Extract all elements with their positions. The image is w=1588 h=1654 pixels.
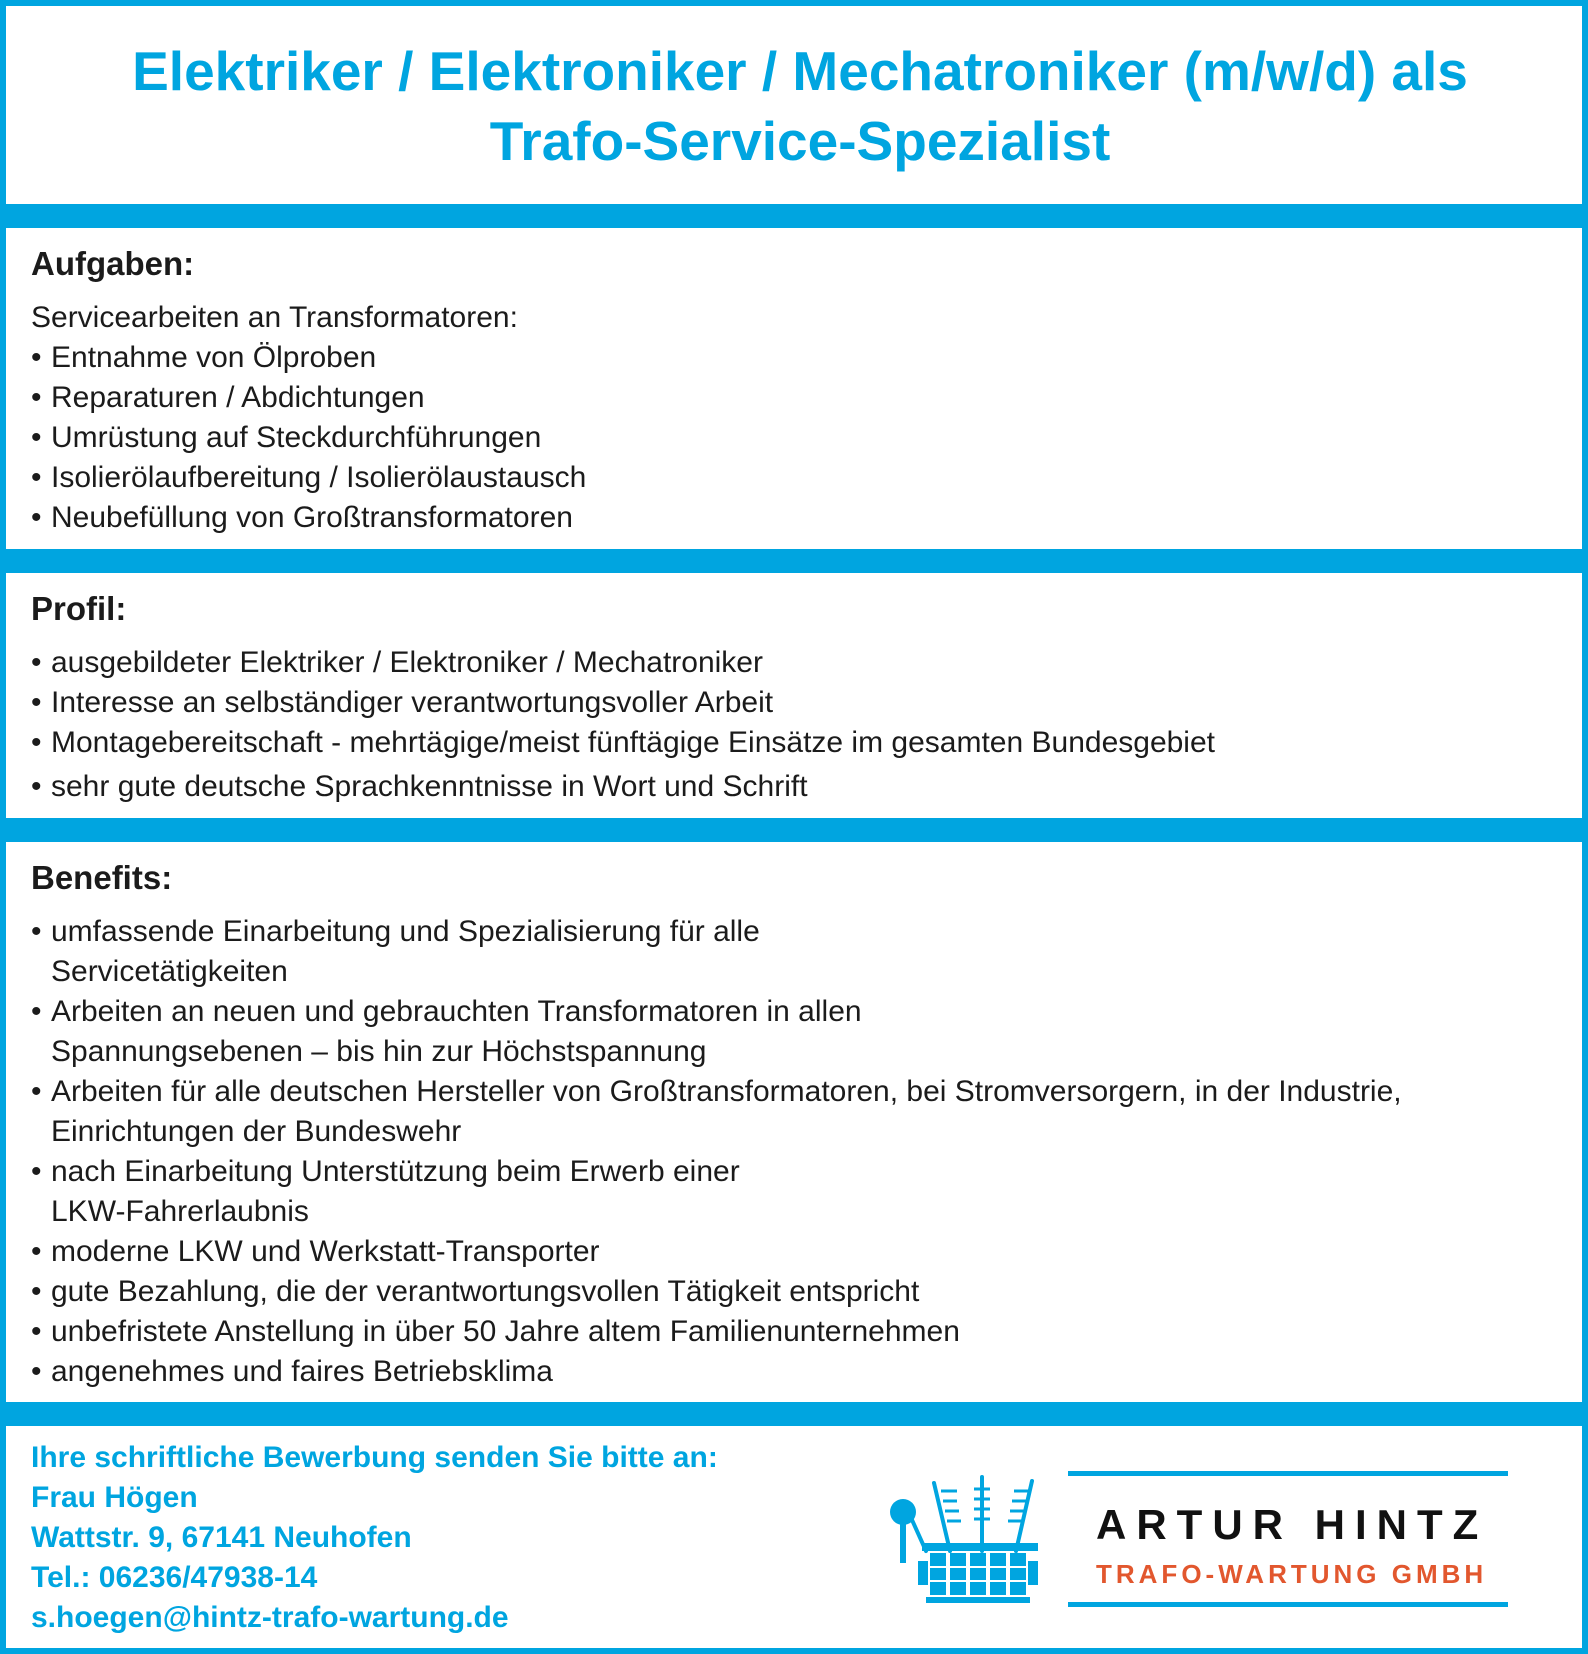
divider-band xyxy=(6,204,1588,228)
list-item: • Neubefüllung von Großtransformatoren xyxy=(31,498,1571,538)
list-item xyxy=(31,1352,1571,1392)
aufgaben-section xyxy=(31,244,1571,538)
contact-block xyxy=(31,1438,718,1638)
list-item-line: • umfassende Einarbeitung und Spezialisierung für alle xyxy=(51,915,760,948)
list-item: • Entnahme von Ölproben xyxy=(31,338,1571,378)
list-item-line: • unbefristete Anstellung in über 50 Jahre altem Familienunternehmen xyxy=(51,1315,960,1348)
list-item: • Interesse an selbständiger verantwortungsvoller Arbeit xyxy=(31,683,1571,723)
divider-band xyxy=(6,549,1588,573)
aufgaben-intro: Servicearbeiten an Transformatoren: xyxy=(31,301,518,334)
job-title-line-2: Trafo-Service-Spezialist xyxy=(489,110,1111,172)
profil-list xyxy=(31,643,1571,807)
list-item: • Umrüstung auf Steckdurchführungen xyxy=(31,418,1571,458)
list-item xyxy=(31,912,1571,992)
list-item-line: Servicetätigkeiten xyxy=(51,955,288,988)
list-item-line: • nach Einarbeitung Unterstützung beim Erwerb einer xyxy=(51,1155,740,1188)
list-item-line: • Arbeiten für alle deutschen Hersteller von Großtransformatoren, bei Stromversorgern, in der Industrie, xyxy=(51,1075,1402,1108)
contact-intro: Ihre schriftliche Bewerbung senden Sie bitte an: xyxy=(31,1441,718,1474)
contact-name: Frau Högen xyxy=(31,1481,198,1514)
divider-band xyxy=(6,818,1588,842)
list-item-line: • gute Bezahlung, die der verantwortungsvollen Tätigkeit entspricht xyxy=(51,1275,920,1308)
list-item-line: LKW-Fahrerlaubnis xyxy=(51,1195,309,1228)
list-item: • Reparaturen / Abdichtungen xyxy=(31,378,1571,418)
profil-heading: Profil: xyxy=(31,590,127,627)
list-item xyxy=(31,992,1571,1072)
list-item xyxy=(31,1272,1571,1312)
list-item xyxy=(31,1232,1571,1272)
logo-rule xyxy=(1068,1602,1508,1607)
aufgaben-list xyxy=(31,338,1571,538)
list-item-line: • angenehmes und faires Betriebsklima xyxy=(51,1355,553,1388)
job-title-line-1: Elektriker / Elektroniker / Mechatroniker (m/w/d) als xyxy=(132,40,1468,102)
transformer-icon xyxy=(886,1471,1066,1611)
company-subline: TRAFO-WARTUNG GMBH xyxy=(1096,1559,1488,1589)
benefits-heading: Benefits: xyxy=(31,859,173,896)
list-item: • Montagebereitschaft - mehrtägige/meist fünftägige Einsätze im gesamten Bundesgebiet xyxy=(31,723,1571,763)
list-item-line: Einrichtungen der Bundeswehr xyxy=(51,1115,462,1148)
list-item: • sehr gute deutsche Sprachkenntnisse in Wort und Schrift xyxy=(31,767,1571,807)
profil-section xyxy=(31,589,1571,807)
list-item-line: • Arbeiten an neuen und gebrauchten Transformatoren in allen xyxy=(51,995,862,1028)
contact-address: Wattstr. 9, 67141 Neuhofen xyxy=(31,1521,412,1554)
list-item xyxy=(31,1072,1571,1152)
list-item-line: Spannungsebenen – bis hin zur Höchstspannung xyxy=(51,1035,707,1068)
benefits-section xyxy=(31,858,1571,1392)
divider-band xyxy=(6,1402,1588,1426)
job-title xyxy=(6,36,1588,176)
benefits-list xyxy=(31,912,1571,1392)
contact-email-link[interactable]: s.hoegen@hintz-trafo-wartung.de xyxy=(31,1601,509,1634)
list-item: • Isolierölaufbereitung / Isolierölaustausch xyxy=(31,458,1571,498)
company-logo xyxy=(886,1471,1526,1611)
list-item-line: • moderne LKW und Werkstatt-Transporter xyxy=(51,1235,600,1268)
contact-phone[interactable]: Tel.: 06236/47938-14 xyxy=(31,1561,318,1594)
list-item: • ausgebildeter Elektriker / Elektroniker / Mechatroniker xyxy=(31,643,1571,683)
logo-rule xyxy=(1068,1471,1508,1476)
list-item xyxy=(31,1152,1571,1232)
company-name: ARTUR HINTZ xyxy=(1096,1501,1489,1548)
aufgaben-heading: Aufgaben: xyxy=(31,245,195,282)
list-item xyxy=(31,1312,1571,1352)
